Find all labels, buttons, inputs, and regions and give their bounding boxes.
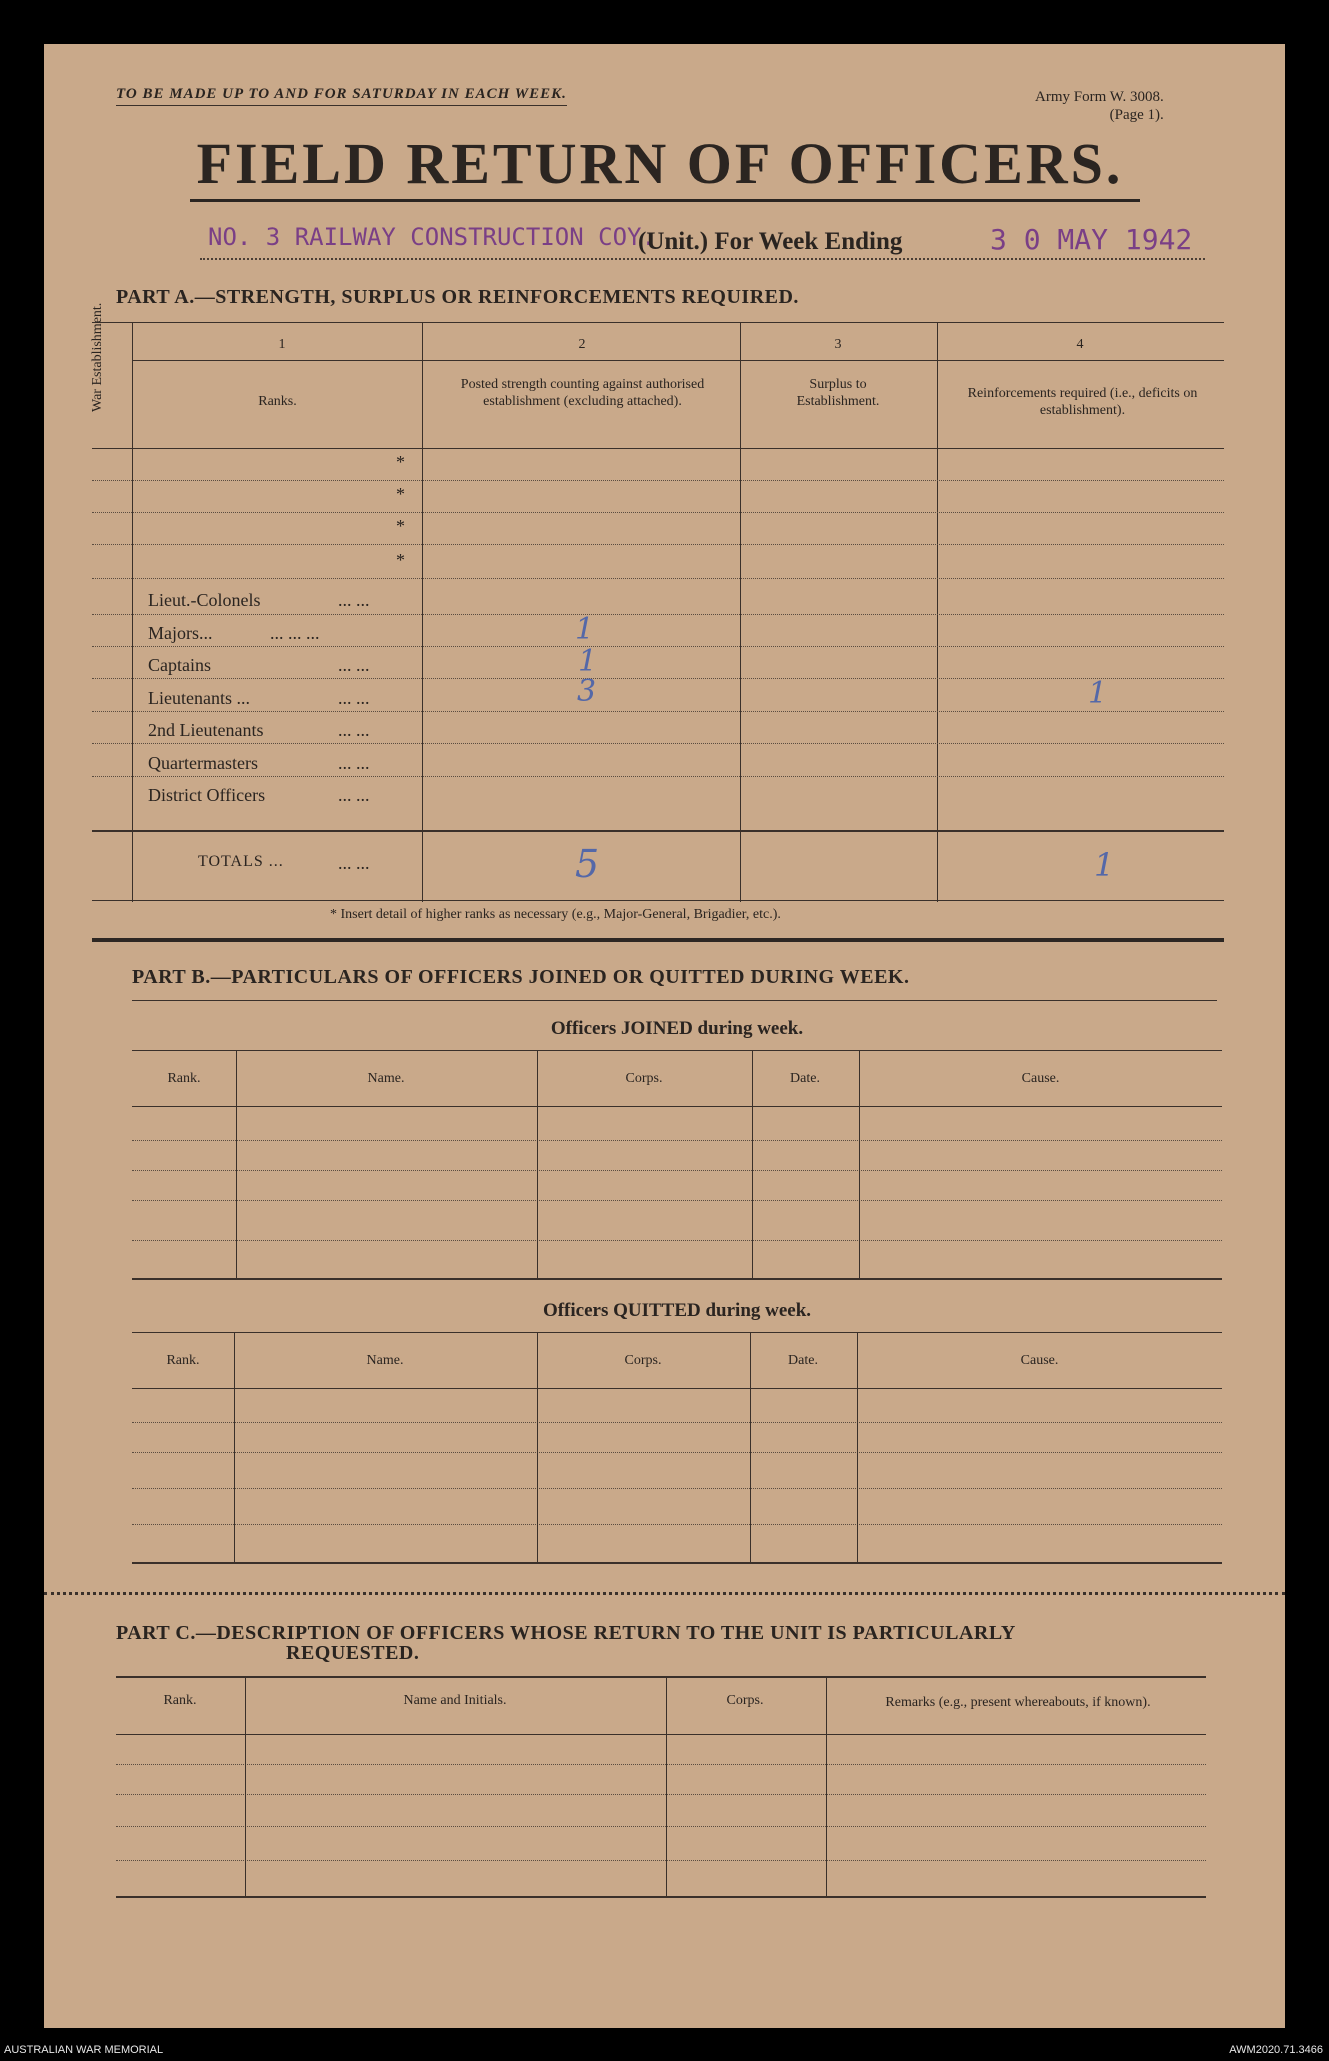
- rank-majors: Majors...: [148, 623, 213, 643]
- totals-label: TOTALS ...: [198, 853, 284, 870]
- rank-dots: ... ...: [338, 590, 370, 610]
- part-c-heading-1: PART C.—DESCRIPTION OF OFFICERS WHOSE RETURN TO THE UNIT IS PARTICULARLY: [116, 1622, 1016, 1644]
- part-a-col-line: [422, 322, 423, 902]
- unit-dotted-line: [200, 258, 1205, 260]
- row-rule: [92, 678, 1224, 679]
- col-number-2: 2: [578, 337, 586, 352]
- part-c-header-rule: [116, 1734, 1206, 1735]
- hand-totals-reinf: 1: [1094, 846, 1115, 884]
- rank-district-officers: District Officers: [148, 785, 266, 805]
- hand-totals-posted: 5: [575, 842, 600, 886]
- part-a-footnote: * Insert detail of higher ranks as necessary (e.g., Major-General, Brigadier, etc.).: [330, 907, 781, 922]
- rank-dots: ... ...: [338, 753, 370, 773]
- col-number-4: 4: [1076, 337, 1084, 352]
- part-a-col-line: [937, 322, 938, 902]
- part-c-bottom-rule: [116, 1896, 1206, 1898]
- asterisk-4: *: [396, 550, 405, 570]
- row-rule: [92, 544, 1224, 545]
- part-a-divider: [92, 938, 1224, 942]
- joined-col-name: Name.: [367, 1071, 405, 1086]
- rank-dots: ... ... ...: [270, 623, 320, 643]
- row-rule: [132, 1170, 1222, 1171]
- row-rule: [92, 743, 1224, 744]
- row-rule: [132, 1140, 1222, 1141]
- joined-header-rule: [132, 1106, 1222, 1107]
- part-a-col-line: [132, 322, 133, 902]
- quitted-col-cause: Cause.: [1020, 1353, 1059, 1368]
- title-underline: [190, 199, 1140, 202]
- joined-col-line: [859, 1050, 860, 1278]
- row-rule: [116, 1764, 1206, 1765]
- part-c-col-rank: Rank.: [163, 1693, 197, 1708]
- perforation-line: [44, 1592, 1285, 1595]
- col-reinf-header: Reinforcements required (i.e., deficits on establishment).: [967, 386, 1198, 418]
- joined-top-rule: [132, 1050, 1222, 1051]
- quitted-bottom-rule: [132, 1562, 1222, 1564]
- footer-right: AWM2020.71.3466: [1229, 2044, 1323, 2056]
- row-rule: [132, 1240, 1222, 1241]
- part-c-col-line: [826, 1676, 827, 1896]
- row-rule: [132, 1488, 1222, 1489]
- col-number-3: 3: [834, 337, 842, 352]
- quitted-col-line: [537, 1332, 538, 1562]
- joined-col-line: [752, 1050, 753, 1278]
- footer-left: AUSTRALIAN WAR MEMORIAL: [4, 2044, 164, 2056]
- joined-col-date: Date.: [790, 1071, 820, 1086]
- row-rule: [132, 1452, 1222, 1453]
- row-rule: [132, 1524, 1222, 1525]
- quitted-col-corps: Corps.: [624, 1353, 662, 1368]
- quitted-col-line: [857, 1332, 858, 1562]
- quitted-col-date: Date.: [788, 1353, 818, 1368]
- asterisk-3: *: [396, 516, 405, 536]
- part-a-top-rule: [92, 322, 1224, 323]
- rank-captains: Captains: [148, 655, 211, 675]
- row-rule: [92, 711, 1224, 712]
- joined-col-corps: Corps.: [625, 1071, 663, 1086]
- part-c-col-line: [666, 1676, 667, 1896]
- row-rule: [92, 646, 1224, 647]
- col-number-1: 1: [278, 337, 286, 352]
- joined-bottom-rule: [132, 1278, 1222, 1280]
- joined-col-line: [236, 1050, 237, 1278]
- unit-label: (Unit.) For Week Ending: [638, 228, 903, 255]
- joined-title: Officers JOINED during week.: [550, 1018, 804, 1039]
- hand-majors-posted: 1: [575, 612, 595, 647]
- col-number-rule: [132, 360, 1224, 361]
- row-rule: [92, 578, 1224, 579]
- row-rule: [92, 776, 1224, 777]
- quitted-col-line: [750, 1332, 751, 1562]
- quitted-title: Officers QUITTED during week.: [542, 1300, 812, 1321]
- joined-col-rank: Rank.: [167, 1071, 201, 1086]
- row-rule: [92, 480, 1224, 481]
- row-rule: [132, 1200, 1222, 1201]
- unit-stamp: NO. 3 RAILWAY CONSTRUCTION COY.: [208, 223, 656, 251]
- totals-dots: ... ...: [338, 853, 370, 873]
- row-rule: [116, 1826, 1206, 1827]
- rank-2nd-lieutenants: 2nd Lieutenants: [148, 720, 264, 740]
- hand-lieutenants-reinf: 1: [1088, 676, 1108, 711]
- part-c-col-line: [245, 1676, 246, 1896]
- part-b-heading: PART B.—PARTICULARS OF OFFICERS JOINED OR QUITTED DURING WEEK.: [132, 966, 910, 988]
- header-rule: [92, 448, 1224, 449]
- part-a-heading: PART A.—STRENGTH, SURPLUS OR REINFORCEMENTS REQUIRED.: [116, 286, 799, 308]
- row-rule: [92, 614, 1224, 615]
- instruction-text: TO BE MADE UP TO AND FOR SATURDAY IN EACH WEEK.: [116, 86, 567, 106]
- war-establishment-label: War Establishment.: [90, 302, 105, 412]
- page-number: (Page 1).: [1109, 107, 1164, 123]
- part-c-col-name: Name and Initials.: [403, 1693, 507, 1708]
- quitted-col-rank: Rank.: [166, 1353, 200, 1368]
- rank-lieut-colonels: Lieut.-Colonels: [148, 590, 261, 610]
- date-stamp: 3 0 MAY 1942: [990, 223, 1193, 256]
- totals-top-rule: [92, 830, 1224, 832]
- form-title: FIELD RETURN OF OFFICERS.: [196, 131, 1124, 196]
- col-posted-header: Posted strength counting against authorised establishment (excluding attached).: [460, 377, 705, 409]
- quitted-top-rule: [132, 1332, 1222, 1333]
- joined-col-cause: Cause.: [1021, 1071, 1060, 1086]
- totals-bottom-rule: [92, 900, 1224, 901]
- row-rule: [116, 1794, 1206, 1795]
- rank-dots: ... ...: [338, 720, 370, 740]
- rank-lieutenants: Lieutenants ...: [148, 688, 250, 708]
- row-rule: [116, 1860, 1206, 1861]
- row-rule: [132, 1422, 1222, 1423]
- quitted-header-rule: [132, 1388, 1222, 1389]
- row-rule: [92, 512, 1224, 513]
- part-b-rule: [132, 1000, 1217, 1001]
- rank-dots: ... ...: [338, 785, 370, 805]
- asterisk-2: *: [396, 484, 405, 504]
- hand-lieutenants-posted: 3: [577, 674, 597, 709]
- rank-dots: ... ...: [338, 688, 370, 708]
- part-c-col-remarks: Remarks (e.g., present whereabouts, if known).: [885, 1695, 1151, 1710]
- part-a-col-line: [740, 322, 741, 902]
- joined-col-line: [537, 1050, 538, 1278]
- part-c-heading-2: REQUESTED.: [286, 1642, 420, 1664]
- rank-dots: ... ...: [338, 655, 370, 675]
- rank-quartermasters: Quartermasters: [148, 753, 258, 773]
- quitted-col-name: Name.: [366, 1353, 404, 1368]
- quitted-col-line: [234, 1332, 235, 1562]
- form-number: Army Form W. 3008.: [1035, 89, 1164, 105]
- hand-captains-posted: 1: [578, 644, 598, 679]
- part-c-top-rule: [116, 1676, 1206, 1678]
- part-c-col-corps: Corps.: [726, 1693, 764, 1708]
- col-surplus-header: Surplus to Establishment.: [796, 377, 880, 409]
- col-ranks-header: Ranks.: [258, 394, 297, 409]
- asterisk-1: *: [396, 452, 405, 472]
- form-number-block: [1035, 88, 1164, 124]
